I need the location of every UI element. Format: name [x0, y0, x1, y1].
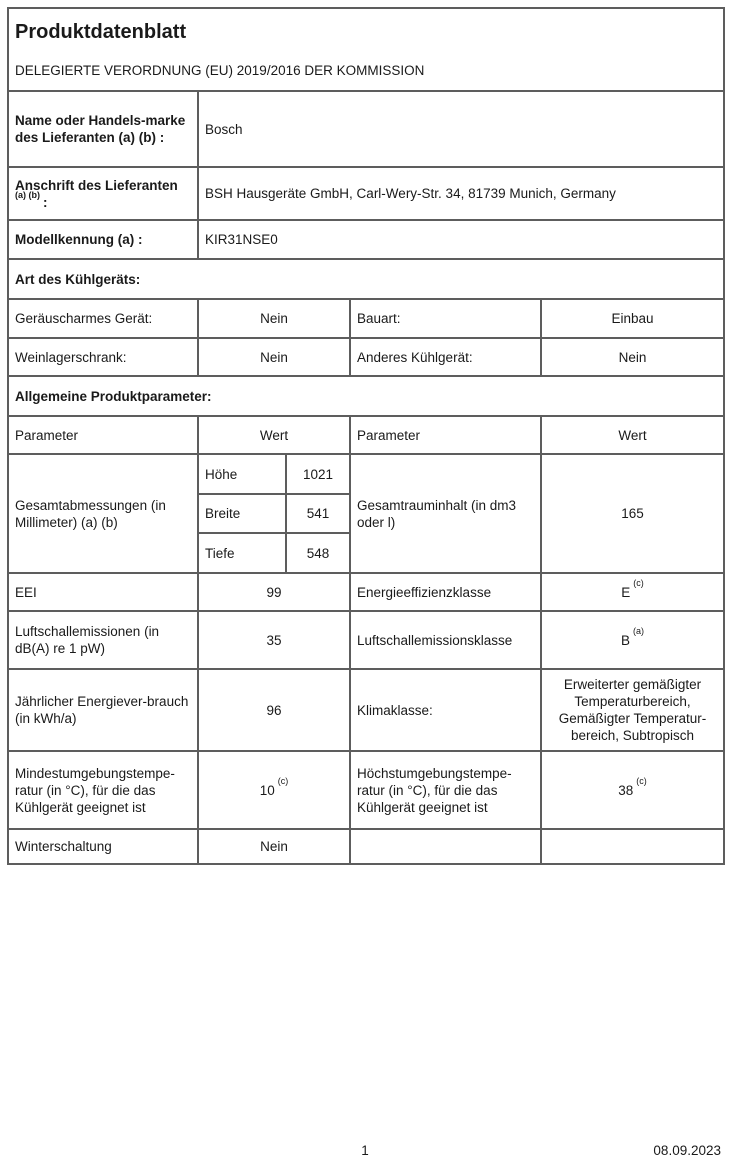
page-title: Produktdatenblatt	[15, 21, 187, 43]
wine-storage-value: Nein	[198, 338, 350, 376]
climate-class-value: Erweiterter gemäßigter Temperaturbereich, Gemäßigter Temperatur-bereich, Subtropisch	[541, 669, 724, 751]
page-footer	[7, 1143, 723, 1158]
eei-label: EEI	[8, 573, 198, 611]
noise-class-letter: B	[620, 632, 630, 648]
datasheet-table	[7, 7, 725, 865]
noise-emission-label: Luftschallemissionen (in dB(A) re 1 pW)	[8, 611, 198, 669]
dimension-height-value: 1021	[286, 454, 350, 494]
low-noise-value: Nein	[198, 299, 350, 338]
eei-value: 99	[198, 573, 350, 611]
low-noise-label: Geräuscharmes Gerät:	[8, 299, 198, 338]
section-heading-general-params: Allgemeine Produktparameter:	[8, 376, 724, 416]
winter-setting-value: Nein	[198, 829, 350, 864]
dimension-height-label: Höhe	[198, 454, 286, 494]
noise-emission-value: 35	[198, 611, 350, 669]
supplier-address-value: BSH Hausgeräte GmbH, Carl-Wery-Str. 34, 81739 Munich, Germany	[198, 167, 724, 220]
title-cell	[8, 8, 724, 91]
dimensions-label: Gesamtabmessungen (in Millimeter) (a) (b)	[8, 454, 198, 573]
total-volume-label: Gesamtrauminhalt (in dm3 oder l)	[350, 454, 541, 573]
supplier-address-label-colon: :	[43, 194, 48, 210]
min-ambient-temp-number: 10	[259, 782, 275, 798]
energy-class-footnote: (c)	[633, 578, 644, 588]
page-number: 1	[361, 1143, 369, 1158]
max-ambient-temp-footnote: (c)	[636, 776, 647, 786]
col-header-parameter-2: Parameter	[350, 416, 541, 454]
energy-class-value	[541, 573, 724, 611]
min-ambient-temp-value	[198, 751, 350, 829]
wine-storage-label: Weinlagerschrank:	[8, 338, 198, 376]
supplier-address-label-notes	[15, 190, 48, 210]
min-ambient-temp-footnote: (c)	[277, 776, 289, 786]
footer-date: 08.09.2023	[653, 1143, 721, 1158]
col-header-parameter-1: Parameter	[8, 416, 198, 454]
empty-cell	[350, 829, 541, 864]
noise-class-footnote: (a)	[633, 626, 644, 636]
empty-cell	[541, 829, 724, 864]
col-header-wert-1: Wert	[198, 416, 350, 454]
dimension-width-label: Breite	[198, 494, 286, 533]
dimension-width-value: 541	[286, 494, 350, 533]
other-appliance-value: Nein	[541, 338, 724, 376]
total-volume-value: 165	[541, 454, 724, 573]
design-type-label: Bauart:	[350, 299, 541, 338]
model-id-label: Modellkennung (a) :	[8, 220, 198, 259]
dimension-depth-label: Tiefe	[198, 533, 286, 573]
supplier-name-label: Name oder Handels-marke des Lieferanten (a) (b) :	[8, 91, 198, 167]
supplier-name-value: Bosch	[198, 91, 724, 167]
max-ambient-temp-number: 38	[618, 782, 634, 798]
col-header-wert-2: Wert	[541, 416, 724, 454]
min-ambient-temp-label: Mindestumgebungstempe-ratur (in °C), für die das Kühlgerät geeignet ist	[8, 751, 198, 829]
design-type-value: Einbau	[541, 299, 724, 338]
other-appliance-label: Anderes Kühlgerät:	[350, 338, 541, 376]
regulation-subtitle: DELEGIERTE VERORDNUNG (EU) 2019/2016 DER KOMMISSION	[15, 63, 425, 78]
annual-energy-label: Jährlicher Energiever-brauch (in kWh/a)	[8, 669, 198, 751]
energy-class-label: Energieeffizienzklasse	[350, 573, 541, 611]
noise-class-label: Luftschallemissionsklasse	[350, 611, 541, 669]
energy-class-letter: E	[621, 584, 631, 600]
climate-class-label: Klimaklasse:	[350, 669, 541, 751]
supplier-address-label-text: Anschrift des Lieferanten	[15, 177, 178, 193]
noise-class-value	[541, 611, 724, 669]
max-ambient-temp-value	[541, 751, 724, 829]
supplier-address-label-sup: (a) (b)	[15, 190, 40, 200]
model-id-value: KIR31NSE0	[198, 220, 724, 259]
annual-energy-value: 96	[198, 669, 350, 751]
supplier-address-label	[8, 167, 198, 220]
max-ambient-temp-label: Höchstumgebungstempe-ratur (in °C), für die das Kühlgerät geeignet ist	[350, 751, 541, 829]
dimension-depth-value: 548	[286, 533, 350, 573]
winter-setting-label: Winterschaltung	[8, 829, 198, 864]
section-heading-appliance-type: Art des Kühlgeräts:	[8, 259, 724, 299]
